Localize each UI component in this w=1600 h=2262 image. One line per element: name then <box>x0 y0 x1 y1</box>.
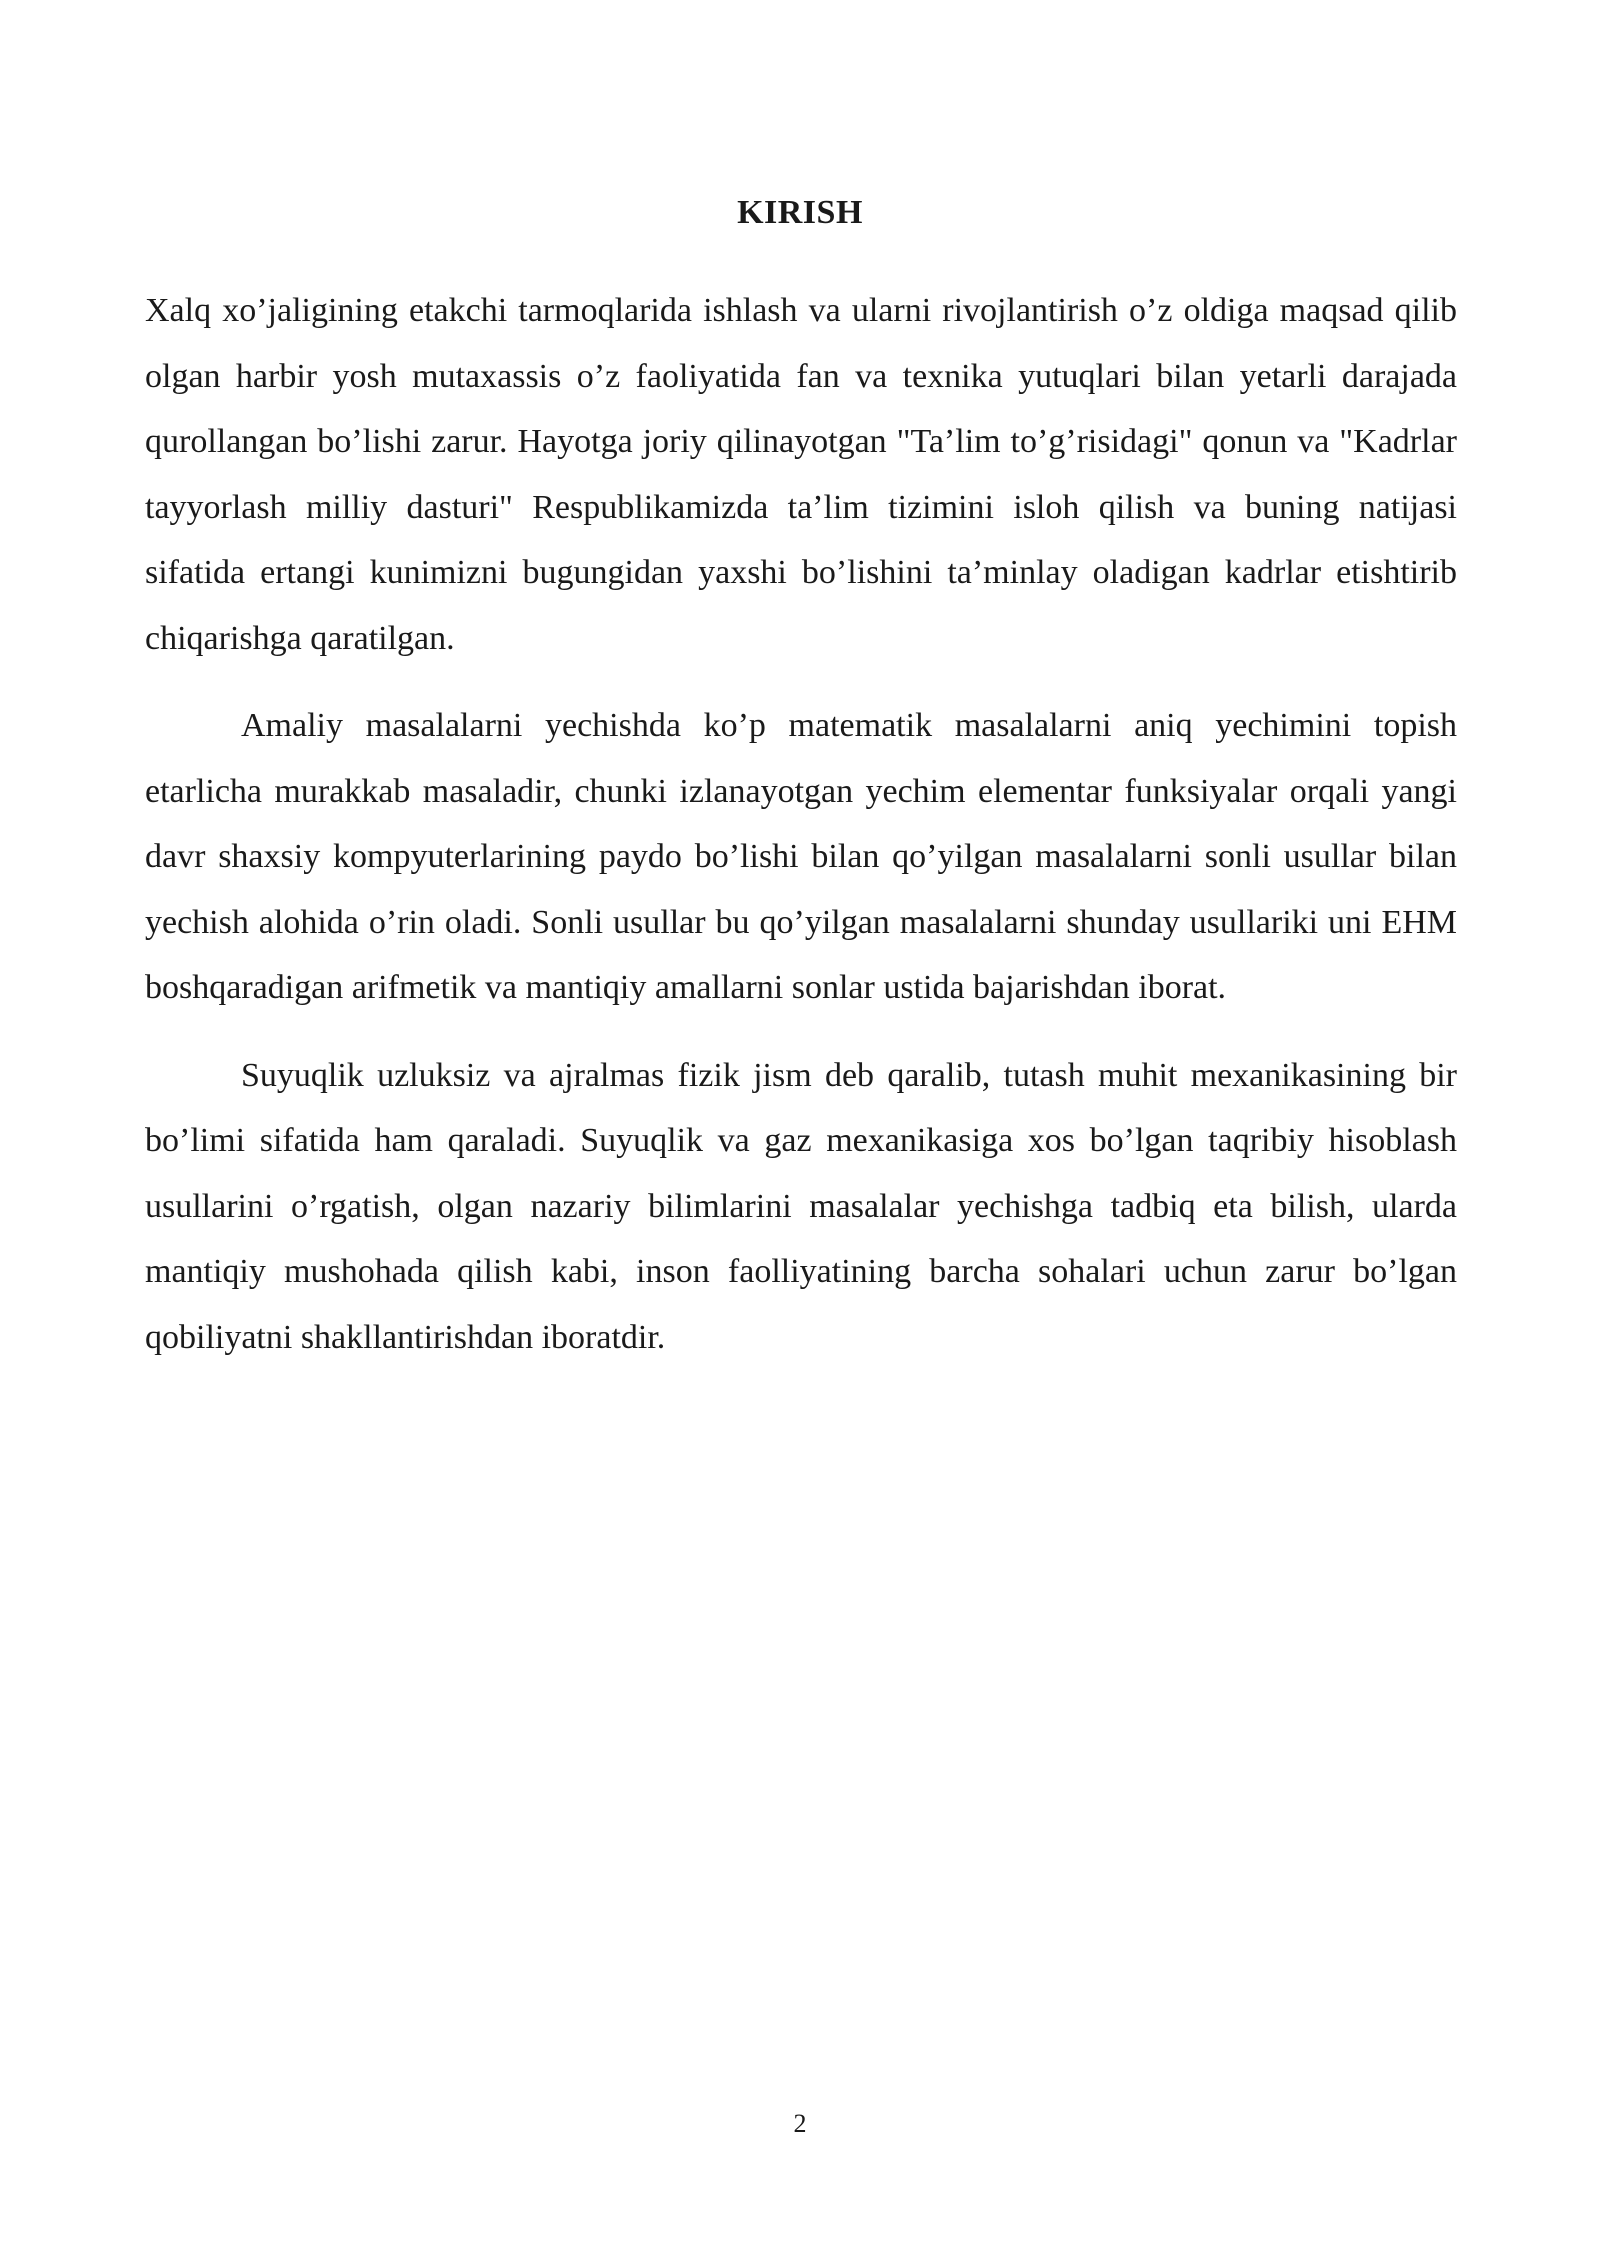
body-text <box>145 278 1457 1392</box>
page-number: 2 <box>793 2109 807 2138</box>
paragraph-applied-problems: Amaliy masalalarni yechishda ko’p matematik masalalarni aniq yechimini topish etarlicha murakkab masaladir, chunki izlanayotgan yechim elementar funksiyalar orqali yangi davr shaxsiy kompyuterlarining paydo bo’lishi bilan qo’yilgan masalalarni sonli usullar bilan yechish alohida o’rin oladi. Sonli usullar bu qo’yilgan masalalarni shunday usullariki uni EHM boshqaradigan arifmetik va mantiqiy amallarni sonlar ustida bajarishdan iborat. <box>145 707 1457 1006</box>
paragraph-fluid-mechanics: Suyuqlik uzluksiz va ajralmas fizik jism deb qaralib, tutash muhit mexanikasining bir bo’limi sifatida ham qaraladi. Suyuqlik va gaz mexanikasiga xos bo’lgan taqribiy hisoblash usullarini o’rgatish, olgan nazariy bilimlarini masalalar yechishga tadbiq eta bilish, ularda mantiqiy mushohada qilish kabi, inson faolliyatining barcha sohalari uchun zarur bo’lgan qobiliyatni shakllantirishdan iboratdir. <box>145 1056 1457 1356</box>
section-title: KIRISH <box>737 194 863 231</box>
paragraph-intro: Xalq xo’jaligining etakchi tarmoqlarida ishlash va ularni rivojlantirish o’z oldiga maqsad qilib olgan harbir yosh mutaxassis o’z faoliyatida fan va texnika yutuqlari bilan yetarli darajada qurollangan bo’lishi zarur. Hayotga joriy qilinayotgan "Ta’lim to’g’risidagi" qonun va "Kadrlar tayyorlash milliy dasturi" Respublikamizda ta’lim tizimini isloh qilish va buning natijasi sifatida ertangi kunimizni bugungidan yaxshi bo’lishini ta’minlay oladigan kadrlar etishtirib chiqarishga qaratilgan. <box>145 292 1457 657</box>
